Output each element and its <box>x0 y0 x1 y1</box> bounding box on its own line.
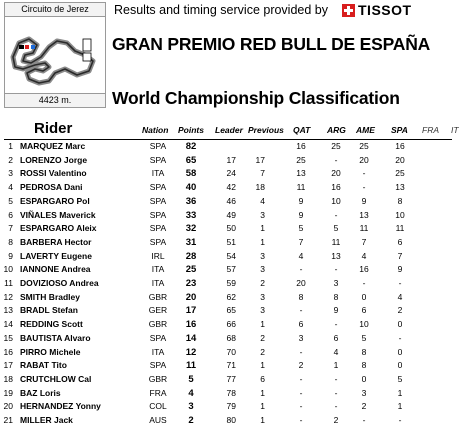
cell-nation: GBR <box>148 319 168 330</box>
cell-previous: 1 <box>260 415 265 425</box>
cell-arg: 9 <box>333 305 339 316</box>
cell-qat: - <box>299 264 303 275</box>
cell-previous: 4 <box>260 195 265 206</box>
cell-spa: 1 <box>397 387 403 398</box>
sponsor-name: TISSOT <box>358 2 412 18</box>
cell-arg: - <box>334 154 338 165</box>
swiss-cross-icon <box>342 4 355 17</box>
cell-qat: 16 <box>296 141 306 151</box>
cell-spa: 7 <box>397 250 403 261</box>
cell-nation: IRL <box>151 250 165 261</box>
cell-nation: FRA <box>149 387 167 398</box>
cell-qat: 3 <box>298 332 304 343</box>
cell-points: 12 <box>185 346 197 358</box>
circuit-map-icon <box>5 17 105 93</box>
cell-pos: 3 <box>8 168 13 179</box>
cell-pos: 13 <box>3 305 13 316</box>
cell-qat: - <box>299 415 303 425</box>
cell-ame: 20 <box>359 154 369 165</box>
header-points: Points <box>178 125 204 135</box>
cell-name: PIRRO Michele <box>20 346 81 357</box>
table-row <box>0 222 460 235</box>
table-row <box>0 332 460 345</box>
cell-ame: 13 <box>359 209 369 220</box>
cell-pos: 15 <box>3 332 13 343</box>
cell-points: 25 <box>185 264 197 276</box>
table-row <box>0 195 460 208</box>
cell-ame: 5 <box>361 332 367 343</box>
cell-previous: 6 <box>260 373 265 384</box>
cell-spa: - <box>398 278 402 288</box>
table-row <box>0 318 460 331</box>
cell-ame: 6 <box>361 305 367 316</box>
circuit-length: 4423 m. <box>5 93 105 107</box>
cell-arg: 16 <box>331 182 341 193</box>
cell-nation: SPA <box>149 182 167 193</box>
cell-pos: 4 <box>8 182 13 193</box>
cell-nation: GBR <box>148 373 168 384</box>
cell-spa: 11 <box>395 223 405 234</box>
cell-pos: 5 <box>8 195 13 206</box>
cell-ame: 2 <box>361 401 367 412</box>
cell-nation: SPA <box>149 236 167 247</box>
cell-previous: 17 <box>255 154 265 165</box>
cell-points: 4 <box>188 387 194 399</box>
cell-nation: SPA <box>149 154 167 165</box>
cell-name: ESPARGARO Pol <box>20 195 90 206</box>
cell-ame: 0 <box>361 373 367 384</box>
cell-ame: - <box>362 278 366 288</box>
cell-arg: 8 <box>333 291 339 302</box>
cell-qat: 13 <box>296 168 306 179</box>
cell-ame: 8 <box>361 346 367 357</box>
table-row <box>0 359 460 372</box>
cell-points: 31 <box>185 236 197 248</box>
cell-spa: 0 <box>397 346 403 357</box>
cell-name: HERNANDEZ Yonny <box>20 401 101 412</box>
cell-name: IANNONE Andrea <box>20 264 91 275</box>
cell-pos: 6 <box>8 209 13 220</box>
cell-qat: 6 <box>298 319 304 330</box>
header-ita: IT <box>451 125 459 135</box>
table-row <box>0 400 460 413</box>
cell-leader: 66 <box>226 319 236 330</box>
header-nation: Nation <box>142 125 169 135</box>
cell-points: 5 <box>188 373 194 385</box>
cell-name: RABAT Tito <box>20 360 67 371</box>
cell-qat: 9 <box>298 195 304 206</box>
cell-leader: 71 <box>226 360 236 371</box>
cell-points: 28 <box>185 250 197 262</box>
cell-leader: 77 <box>226 373 236 384</box>
cell-leader: 42 <box>226 182 236 193</box>
cell-pos: 19 <box>3 387 13 398</box>
cell-points: 36 <box>185 195 197 207</box>
cell-nation: SPA <box>149 195 167 206</box>
cell-spa: 4 <box>397 291 403 302</box>
cell-nation: SPA <box>149 141 167 151</box>
cell-previous: 1 <box>260 401 265 412</box>
cell-arg: 1 <box>333 360 339 371</box>
cell-name: MARQUEZ Marc <box>20 141 86 151</box>
cell-spa: 0 <box>397 360 403 371</box>
header-previous: Previous <box>248 125 284 135</box>
cell-pos: 17 <box>3 360 13 371</box>
cell-qat: 5 <box>298 223 304 234</box>
cell-ame: - <box>362 182 366 193</box>
cell-pos: 14 <box>3 319 13 330</box>
cell-pos: 12 <box>3 291 13 302</box>
cell-pos: 7 <box>8 223 13 234</box>
cell-qat: - <box>299 387 303 398</box>
cell-ame: 16 <box>359 264 369 275</box>
table-row <box>0 304 460 317</box>
cell-arg: - <box>334 373 338 384</box>
cell-pos: 2 <box>8 154 13 165</box>
cell-arg: 2 <box>333 415 339 425</box>
table-row <box>0 373 460 386</box>
cell-qat: 4 <box>298 250 304 261</box>
cell-name: MILLER Jack <box>20 415 73 425</box>
header-leader: Leader <box>215 125 243 135</box>
cell-qat: - <box>299 401 303 412</box>
table-row <box>0 167 460 180</box>
cell-qat: 7 <box>298 236 304 247</box>
cell-name: LAVERTY Eugene <box>20 250 92 261</box>
cell-points: 40 <box>185 182 197 194</box>
cell-previous: 1 <box>260 319 265 330</box>
cell-spa: - <box>398 332 402 343</box>
cell-qat: 20 <box>296 278 306 288</box>
cell-nation: GER <box>148 305 168 316</box>
table-row <box>0 181 460 194</box>
cell-pos: 16 <box>3 346 13 357</box>
cell-ame: 9 <box>361 195 367 206</box>
cell-spa: 25 <box>395 168 405 179</box>
table-row <box>0 277 460 290</box>
cell-leader: 24 <box>226 168 236 179</box>
cell-ame: 0 <box>361 291 367 302</box>
cell-spa: 0 <box>397 319 403 330</box>
cell-name: LORENZO Jorge <box>20 154 88 165</box>
cell-leader: 57 <box>226 264 236 275</box>
cell-points: 33 <box>185 209 197 221</box>
cell-points: 16 <box>185 319 197 331</box>
cell-name: SMITH Bradley <box>20 291 80 302</box>
cell-leader: 51 <box>226 236 236 247</box>
cell-ame: 7 <box>361 236 367 247</box>
cell-arg: 5 <box>333 223 339 234</box>
cell-points: 65 <box>185 154 197 166</box>
cell-arg: - <box>334 401 338 412</box>
header-arg: ARG <box>327 125 346 135</box>
cell-name: BAZ Loris <box>20 387 61 398</box>
cell-nation: ITA <box>151 264 165 275</box>
cell-previous: 3 <box>260 291 265 302</box>
cell-spa: 5 <box>397 373 403 384</box>
cell-previous: 1 <box>260 387 265 398</box>
cell-ame: 3 <box>361 387 367 398</box>
cell-name: PEDROSA Dani <box>20 182 83 193</box>
cell-nation: AUS <box>149 415 167 425</box>
cell-qat: - <box>299 346 303 357</box>
cell-nation: ITA <box>151 278 165 288</box>
event-title: GRAN PREMIO RED BULL DE ESPAÑA <box>112 34 431 54</box>
cell-leader: 54 <box>226 250 236 261</box>
cell-arg: 6 <box>333 332 339 343</box>
cell-arg: - <box>334 209 338 220</box>
timing-service-text: Results and timing service provided by <box>114 3 328 17</box>
cell-nation: SPA <box>149 223 167 234</box>
classification-title: World Championship Classification <box>112 88 400 108</box>
cell-ame: 4 <box>361 250 367 261</box>
cell-previous: 3 <box>260 305 265 316</box>
cell-pos: 1 <box>8 141 13 151</box>
cell-nation: ITA <box>151 168 165 179</box>
cell-spa: 20 <box>395 154 405 165</box>
cell-nation: COL <box>149 401 167 412</box>
cell-name: BRADL Stefan <box>20 305 78 316</box>
table-header <box>0 119 460 139</box>
cell-pos: 8 <box>8 236 13 247</box>
cell-points: 2 <box>188 415 194 426</box>
cell-points: 14 <box>185 332 197 344</box>
cell-pos: 10 <box>3 264 13 275</box>
header-rider: Rider <box>34 120 73 137</box>
cell-previous: 2 <box>260 278 265 288</box>
cell-ame: 8 <box>361 360 367 371</box>
cell-previous: 1 <box>260 236 265 247</box>
cell-arg: 13 <box>331 250 341 261</box>
table-row <box>0 140 460 153</box>
cell-arg: 25 <box>331 141 341 151</box>
cell-spa: 16 <box>395 141 405 151</box>
cell-arg: 4 <box>333 346 339 357</box>
cell-name: VIÑALES Maverick <box>20 209 96 220</box>
cell-ame: 25 <box>359 141 369 151</box>
cell-qat: - <box>299 373 303 384</box>
header-qat: QAT <box>293 125 311 135</box>
cell-pos: 11 <box>4 278 13 288</box>
cell-ame: - <box>362 415 366 425</box>
cell-qat: - <box>299 305 303 316</box>
cell-previous: 2 <box>260 346 265 357</box>
tissot-logo <box>342 3 412 17</box>
cell-pos: 18 <box>3 373 13 384</box>
table-row <box>0 346 460 359</box>
cell-arg: 3 <box>333 278 339 288</box>
cell-spa: - <box>398 415 402 425</box>
cell-name: BAUTISTA Alvaro <box>20 332 91 343</box>
cell-points: 11 <box>185 360 197 372</box>
cell-leader: 46 <box>226 195 236 206</box>
cell-leader: 78 <box>226 387 236 398</box>
cell-arg: - <box>334 264 338 275</box>
cell-name: CRUTCHLOW Cal <box>20 373 92 384</box>
header-fra: FRA <box>422 125 439 135</box>
cell-name: ROSSI Valentino <box>20 168 87 179</box>
cell-ame: 10 <box>359 319 369 330</box>
cell-arg: - <box>334 319 338 330</box>
cell-leader: 79 <box>226 401 236 412</box>
cell-pos: 9 <box>8 250 13 261</box>
cell-spa: 10 <box>395 209 405 220</box>
cell-spa: 6 <box>397 236 403 247</box>
cell-leader: 65 <box>226 305 236 316</box>
cell-previous: 7 <box>260 168 265 179</box>
cell-arg: - <box>334 387 338 398</box>
cell-name: BARBERA Hector <box>20 236 92 247</box>
table-row <box>0 209 460 222</box>
header-ame: AME <box>356 125 375 135</box>
cell-ame: 11 <box>359 223 369 234</box>
cell-ame: - <box>362 168 366 179</box>
cell-name: DOVIZIOSO Andrea <box>20 278 99 288</box>
cell-points: 58 <box>185 168 197 180</box>
cell-previous: 3 <box>260 209 265 220</box>
table-row <box>0 154 460 167</box>
cell-leader: 17 <box>226 154 236 165</box>
header-spa: SPA <box>391 125 408 135</box>
cell-arg: 20 <box>331 168 341 179</box>
cell-pos: 21 <box>3 415 13 425</box>
table-row <box>0 250 460 263</box>
cell-points: 32 <box>185 223 197 235</box>
cell-spa: 1 <box>397 401 403 412</box>
cell-leader: 80 <box>226 415 236 425</box>
cell-points: 3 <box>188 401 194 413</box>
cell-leader: 59 <box>226 278 236 288</box>
cell-points: 23 <box>185 278 197 289</box>
cell-spa: 8 <box>397 195 403 206</box>
cell-nation: ITA <box>151 346 165 357</box>
table-row <box>0 387 460 400</box>
circuit-panel <box>4 2 106 108</box>
table-row <box>0 414 460 427</box>
cell-qat: 25 <box>296 154 306 165</box>
cell-leader: 68 <box>226 332 236 343</box>
cell-qat: 9 <box>298 209 304 220</box>
cell-leader: 50 <box>226 223 236 234</box>
cell-previous: 3 <box>260 264 265 275</box>
circuit-name: Circuito de Jerez <box>5 3 105 17</box>
cell-previous: 2 <box>260 332 265 343</box>
table-row <box>0 236 460 249</box>
cell-arg: 10 <box>331 195 341 206</box>
cell-arg: 11 <box>331 236 341 247</box>
cell-spa: 13 <box>395 182 405 193</box>
cell-spa: 2 <box>397 305 403 316</box>
cell-name: REDDING Scott <box>20 319 83 330</box>
cell-previous: 1 <box>260 360 265 371</box>
cell-leader: 70 <box>226 346 236 357</box>
table-row <box>0 263 460 276</box>
cell-nation: SPA <box>149 332 167 343</box>
cell-previous: 3 <box>260 250 265 261</box>
cell-previous: 18 <box>255 182 265 193</box>
table-row <box>0 291 460 304</box>
cell-qat: 11 <box>296 182 306 193</box>
cell-nation: GBR <box>148 291 168 302</box>
cell-points: 20 <box>185 291 197 303</box>
cell-pos: 20 <box>3 401 13 412</box>
cell-previous: 1 <box>260 223 265 234</box>
cell-name: ESPARGARO Aleix <box>20 223 97 234</box>
cell-leader: 62 <box>226 291 236 302</box>
cell-points: 17 <box>185 305 197 317</box>
cell-nation: SPA <box>149 209 167 220</box>
cell-qat: 8 <box>298 291 304 302</box>
cell-points: 82 <box>185 141 197 152</box>
cell-spa: 9 <box>397 264 403 275</box>
cell-leader: 49 <box>226 209 236 220</box>
cell-qat: 2 <box>298 360 304 371</box>
cell-nation: SPA <box>149 360 167 371</box>
